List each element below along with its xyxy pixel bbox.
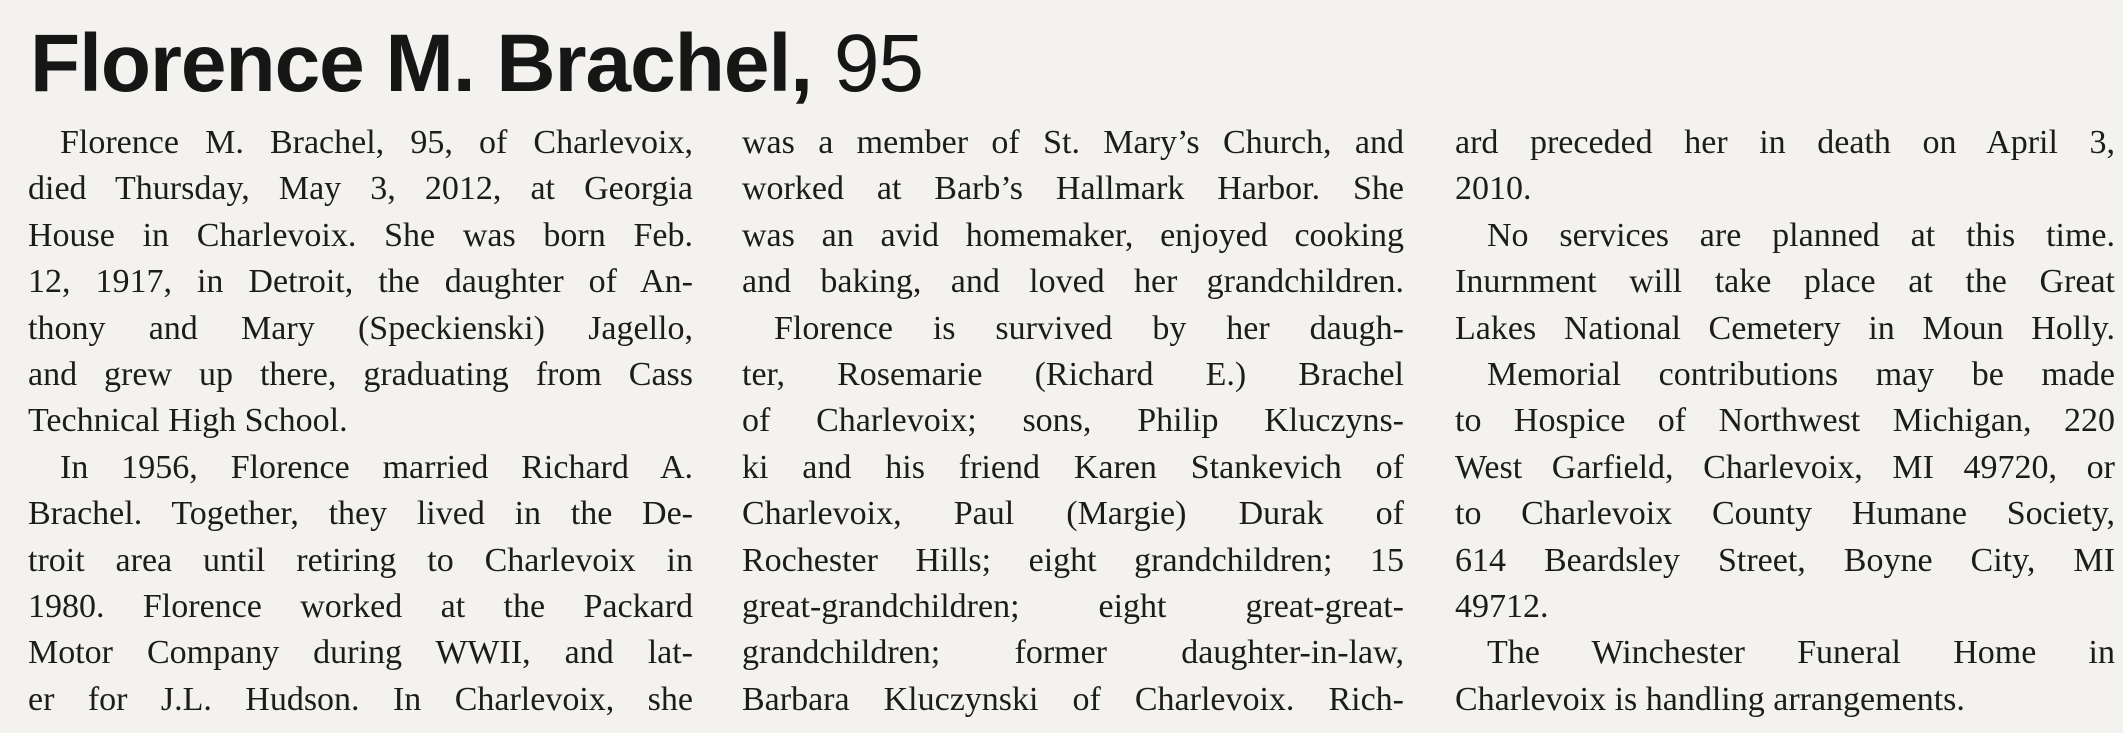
text-line: and grew up there, graduating from Cass <box>28 356 693 394</box>
text-line: troit area until retiring to Charlevoix in <box>28 541 693 579</box>
text-line: Technical High School. <box>28 402 348 440</box>
text-line: to Hospice of Northwest Michigan, 220 <box>1455 402 2115 440</box>
text-line: was an avid homemaker, enjoyed cooking <box>742 216 1404 254</box>
text-column-1 <box>28 120 693 723</box>
text-line: ter, Rosemarie (Richard E.) Brachel <box>742 356 1404 394</box>
text-line: of Charlevoix; sons, Philip Kluczyns- <box>742 402 1404 440</box>
text-line: Rochester Hills; eight grandchildren; 15 <box>742 541 1404 579</box>
text-line: to Charlevoix County Humane Society, <box>1455 495 2115 533</box>
text-line: Brachel. Together, they lived in the De- <box>28 495 693 533</box>
text-line: and baking, and loved her grandchildren. <box>742 263 1404 301</box>
text-line: Motor Company during WWII, and lat- <box>28 634 693 672</box>
text-line: ard preceded her in death on April 3, <box>1455 124 2115 161</box>
text-line: Florence is survived by her daugh- <box>774 309 1404 347</box>
text-line: ki and his friend Karen Stankevich of <box>742 448 1404 486</box>
text-column-3 <box>1455 120 2115 723</box>
text-line: Florence M. Brachel, 95, of Charlevoix, <box>60 124 693 161</box>
text-line: was a member of St. Mary’s Church, and <box>742 124 1404 161</box>
text-line: grandchildren; former daughter-in-law, <box>742 634 1404 672</box>
obituary-headline <box>30 14 923 114</box>
text-line: 12, 1917, in Detroit, the daughter of An- <box>28 263 693 301</box>
text-line: 1980. Florence worked at the Packard <box>28 588 693 626</box>
text-line: In 1956, Florence married Richard A. <box>60 448 693 486</box>
text-line: thony and Mary (Speckienski) Jagello, <box>28 309 693 347</box>
text-line: West Garfield, Charlevoix, MI 49720, or <box>1455 448 2115 486</box>
text-line: Charlevoix is handling arrangements. <box>1455 680 1965 718</box>
text-line: Memorial contributions may be made <box>1487 356 2115 394</box>
text-line: worked at Barb’s Hallmark Harbor. She <box>742 170 1404 208</box>
text-line: 49712. <box>1455 588 1549 626</box>
text-line: great-grandchildren; eight great-great- <box>742 588 1404 626</box>
text-line: died Thursday, May 3, 2012, at Georgia <box>28 170 693 208</box>
text-line: No services are planned at this time. <box>1487 216 2115 254</box>
text-line: Inurnment will take place at the Great <box>1455 263 2115 301</box>
text-line: Charlevoix, Paul (Margie) Durak of <box>742 495 1404 533</box>
text-line: 2010. <box>1455 170 1532 208</box>
text-line: 614 Beardsley Street, Boyne City, MI <box>1455 541 2115 579</box>
text-line: Lakes National Cemetery in Moun Holly. <box>1455 309 2115 347</box>
text-line: The Winchester Funeral Home in <box>1487 634 2115 672</box>
text-line: er for J.L. Hudson. In Charlevoix, she <box>28 680 693 718</box>
headline-name: Florence M. Brachel, <box>30 18 813 109</box>
text-line: Barbara Kluczynski of Charlevoix. Rich- <box>742 680 1404 718</box>
headline-age: 95 <box>833 18 924 109</box>
text-column-2 <box>742 120 1404 723</box>
text-line: House in Charlevoix. She was born Feb. <box>28 216 693 254</box>
